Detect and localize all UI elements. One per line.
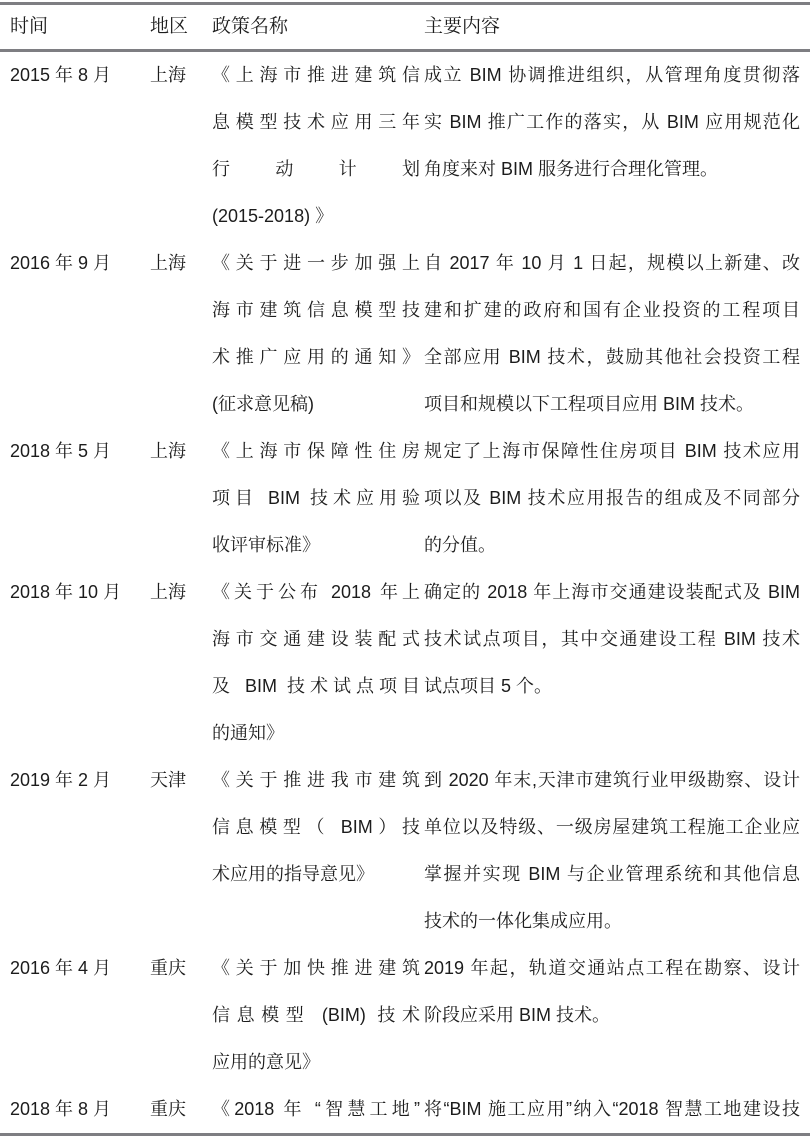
text-line: 2018 年 5 月 (10, 441, 112, 461)
row-region-cell (150, 240, 212, 428)
row-time-cell (10, 240, 150, 428)
text-line: 规定了上海市保障性住房项目 BIM 技术应用 (424, 441, 800, 461)
text-line: 掌握并实现 BIM 与企业管理系统和其他信息 (424, 864, 800, 884)
text-line: 《关于加快推进建筑 (212, 958, 420, 978)
text-line: 术推广应用的通知》 (212, 347, 420, 367)
text-line: 《关于推进我市建筑 (212, 770, 420, 790)
row-region-cell (150, 945, 212, 1086)
text-line: 单位以及特级、一级房屋建筑工程施工企业应 (424, 817, 800, 837)
row-policy-name-cell (212, 757, 424, 945)
text-line: 海市交通建设装配式 (212, 629, 420, 649)
text-line: 重庆 (150, 958, 186, 978)
table-row (0, 428, 810, 569)
text-line: 《关于公布 2018 年上 (212, 582, 420, 602)
text-line: (征求意见稿) (212, 394, 314, 414)
text-line: 上海 (150, 65, 186, 85)
text-line: 成立 BIM 协调推进组织，从管理角度贯彻落 (424, 65, 800, 85)
text-line: 2018 年 8 月 (10, 1099, 112, 1119)
table-row (0, 945, 810, 1086)
text-line: 自 2017 年 10 月 1 日起，规模以上新建、改 (424, 253, 800, 273)
text-line: 建和扩建的政府和国有企业投资的工程项目 (424, 300, 800, 320)
row-main-content-cell (424, 569, 800, 757)
text-line: 《2018 年 “智慧工地” (212, 1099, 420, 1119)
table-row (0, 240, 810, 428)
text-line: 海市建筑信息模型技 (212, 300, 420, 320)
text-line: 技术的一体化集成应用。 (424, 911, 622, 931)
row-policy-name-cell (212, 945, 424, 1086)
text-line: 信息模型（ BIM）技 (212, 817, 420, 837)
text-line: 2018 年 10 月 (10, 582, 122, 602)
text-line: 全部应用 BIM 技术，鼓励其他社会投资工程 (424, 347, 800, 367)
text-line: 将“BIM 施工应用”纳入“2018 智慧工地建设技 (424, 1099, 800, 1119)
text-line: 2019 年 2 月 (10, 770, 112, 790)
row-time-cell (10, 945, 150, 1086)
text-line: 《关于进一步加强上 (212, 253, 420, 273)
table-row (0, 569, 810, 757)
text-line: 息模型技术应用三年 (212, 112, 420, 132)
row-time-cell (10, 52, 150, 240)
row-time-cell (10, 757, 150, 945)
text-line: 上海 (150, 253, 186, 273)
row-policy-name-cell (212, 428, 424, 569)
text-line: 行动计划 (212, 159, 420, 179)
row-region-cell (150, 52, 212, 240)
row-main-content-cell (424, 240, 800, 428)
text-line: 《上海市保障性住房 (212, 441, 420, 461)
text-line: 信息模型 (BIM) 技术 (212, 1005, 420, 1025)
column-header-policy-name: 政策名称 (212, 16, 289, 37)
table-body (0, 52, 810, 1133)
text-line: 的通知》 (212, 723, 284, 743)
text-line: 《上海市推进建筑信 (212, 65, 420, 85)
row-policy-name-cell (212, 240, 424, 428)
text-line: 天津 (150, 770, 186, 790)
row-main-content-cell (424, 757, 800, 945)
row-time-cell (10, 1086, 150, 1133)
column-header-main-content: 主要内容 (424, 16, 501, 37)
row-region-cell (150, 569, 212, 757)
text-line: 2016 年 9 月 (10, 253, 112, 273)
text-line: 项目和规模以下工程项目应用 BIM 技术。 (424, 394, 755, 414)
text-line: 术应用的指导意见》 (212, 864, 374, 884)
text-line: 的分值。 (424, 535, 496, 555)
text-line: 应用的意见》 (212, 1052, 320, 1072)
row-region-cell (150, 757, 212, 945)
row-main-content-cell (424, 945, 800, 1086)
row-region-cell (150, 1086, 212, 1133)
table-row (0, 1086, 810, 1133)
row-policy-name-cell (212, 569, 424, 757)
text-line: 实 BIM 推广工作的落实，从 BIM 应用规范化 (424, 112, 800, 132)
table-bottom-border (0, 1133, 810, 1136)
table-header-row (0, 5, 810, 49)
text-line: 项以及 BIM 技术应用报告的组成及不同部分 (424, 488, 800, 508)
text-line: 重庆 (150, 1099, 186, 1119)
column-header-time: 时间 (10, 16, 49, 37)
row-time-cell (10, 428, 150, 569)
row-policy-name-cell (212, 1086, 424, 1133)
text-line: 阶段应采用 BIM 技术。 (424, 1005, 611, 1025)
text-line: 到 2020 年末,天津市建筑行业甲级勘察、设计 (424, 770, 800, 790)
text-line: 2015 年 8 月 (10, 65, 112, 85)
column-header-region: 地区 (150, 16, 189, 37)
text-line: 角度来对 BIM 服务进行合理化管理。 (424, 159, 719, 179)
text-line: (2015-2018) 》 (212, 206, 334, 226)
row-main-content-cell (424, 1086, 800, 1133)
row-region-cell (150, 428, 212, 569)
text-line: 上海 (150, 582, 186, 602)
text-line: 及 BIM 技术试点项目 (212, 676, 420, 696)
text-line: 收评审标准》 (212, 535, 320, 555)
text-line: 试点项目 5 个。 (424, 676, 553, 696)
table-row (0, 52, 810, 240)
text-line: 技术试点项目，其中交通建设工程 BIM 技术 (424, 629, 800, 649)
text-line: 确定的 2018 年上海市交通建设装配式及 BIM (424, 582, 800, 602)
row-main-content-cell (424, 428, 800, 569)
row-main-content-cell (424, 52, 800, 240)
row-time-cell (10, 569, 150, 757)
text-line: 项目 BIM 技术应用验 (212, 488, 420, 508)
text-line: 2016 年 4 月 (10, 958, 112, 978)
row-policy-name-cell (212, 52, 424, 240)
table-row (0, 757, 810, 945)
text-line: 上海 (150, 441, 186, 461)
text-line: 2019 年起，轨道交通站点工程在勘察、设计 (424, 958, 800, 978)
